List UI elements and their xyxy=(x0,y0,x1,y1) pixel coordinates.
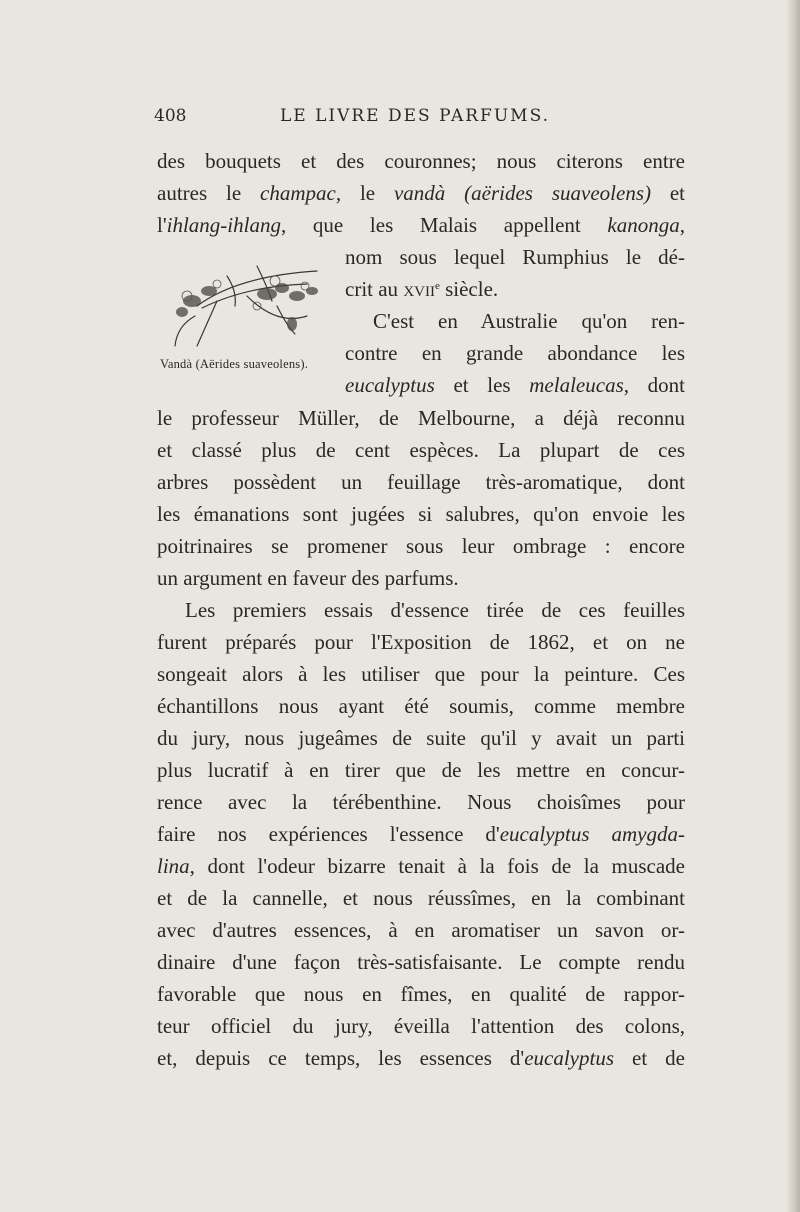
body-text-beside-figure xyxy=(157,241,685,401)
text-line: rence avec la térébenthine. Nous choisîmes pour xyxy=(157,790,685,814)
text-line: autres le champac, le vandà (aërides suaveolens) et xyxy=(157,181,686,205)
text-line: poitrinaires se promener sous leur ombrage : encore xyxy=(157,534,685,558)
text-line: faire nos expériences l'essence d'eucalyptus amygda- xyxy=(157,822,685,846)
body-text-main xyxy=(157,402,685,1074)
text-line: l'ihlang-ihlang, que les Malais appellent kanonga, xyxy=(157,213,685,237)
text-line: teur officiel du jury, éveilla l'attention des colons, xyxy=(157,1014,685,1038)
text-line: plus lucratif à en tirer que de les mettre en concur- xyxy=(157,758,685,782)
text-line: échantillons nous ayant été soumis, comme membre xyxy=(157,694,685,718)
text-line: crit au xvii$^e$ siècle. xyxy=(345,277,499,301)
page-number: 408 xyxy=(154,106,187,126)
text-line: les émanations sont jugées si salubres, qu'on envoie les xyxy=(157,502,685,526)
text-line: songeait alors à les utiliser que pour la peinture. Ces xyxy=(157,662,685,686)
text-line: et, depuis ce temps, les essences d'eucalyptus et de xyxy=(157,1046,685,1070)
running-header xyxy=(154,106,686,136)
figure-caption: Vandà (Aërides suaveolens). xyxy=(160,357,309,371)
text-line: un argument en faveur des parfums. xyxy=(157,566,459,590)
text-line: C'est en Australie qu'on ren- xyxy=(373,309,685,333)
text-line: dinaire d'une façon très-satisfaisante. Le compte rendu xyxy=(157,950,685,974)
body-text-top xyxy=(157,145,685,241)
text-line: favorable que nous en fîmes, en qualité de rappor- xyxy=(157,982,685,1006)
text-line: Les premiers essais d'essence tirée de ces feuilles xyxy=(185,598,685,622)
text-line: et classé plus de cent espèces. La plupart de ces xyxy=(157,438,685,462)
text-line: du jury, nous jugeâmes de suite qu'il y avait un parti xyxy=(157,726,685,750)
text-line: et de la cannelle, et nous réussîmes, en la combinant xyxy=(157,886,685,910)
text-line: lina, dont l'odeur bizarre tenait à la fois de la muscade xyxy=(157,854,685,878)
text-line: nom sous lequel Rumphius le dé- xyxy=(345,245,685,269)
text-line: furent préparés pour l'Exposition de 1862, et on ne xyxy=(157,630,685,654)
text-line: avec d'autres essences, à en aromatiser un savon or- xyxy=(157,918,685,942)
text-line: le professeur Müller, de Melbourne, a déjà reconnu xyxy=(157,406,685,430)
text-line: contre en grande abondance les xyxy=(345,341,685,365)
running-title: LE LIVRE DES PARFUMS. xyxy=(280,106,551,126)
page-edge xyxy=(786,0,800,1212)
text-line: eucalyptus et les melaleucas, dont xyxy=(345,373,685,397)
text-line: arbres possèdent un feuillage très-aromatique, dont xyxy=(157,470,685,494)
text-line: des bouquets et des couronnes; nous citerons entre xyxy=(157,149,685,173)
